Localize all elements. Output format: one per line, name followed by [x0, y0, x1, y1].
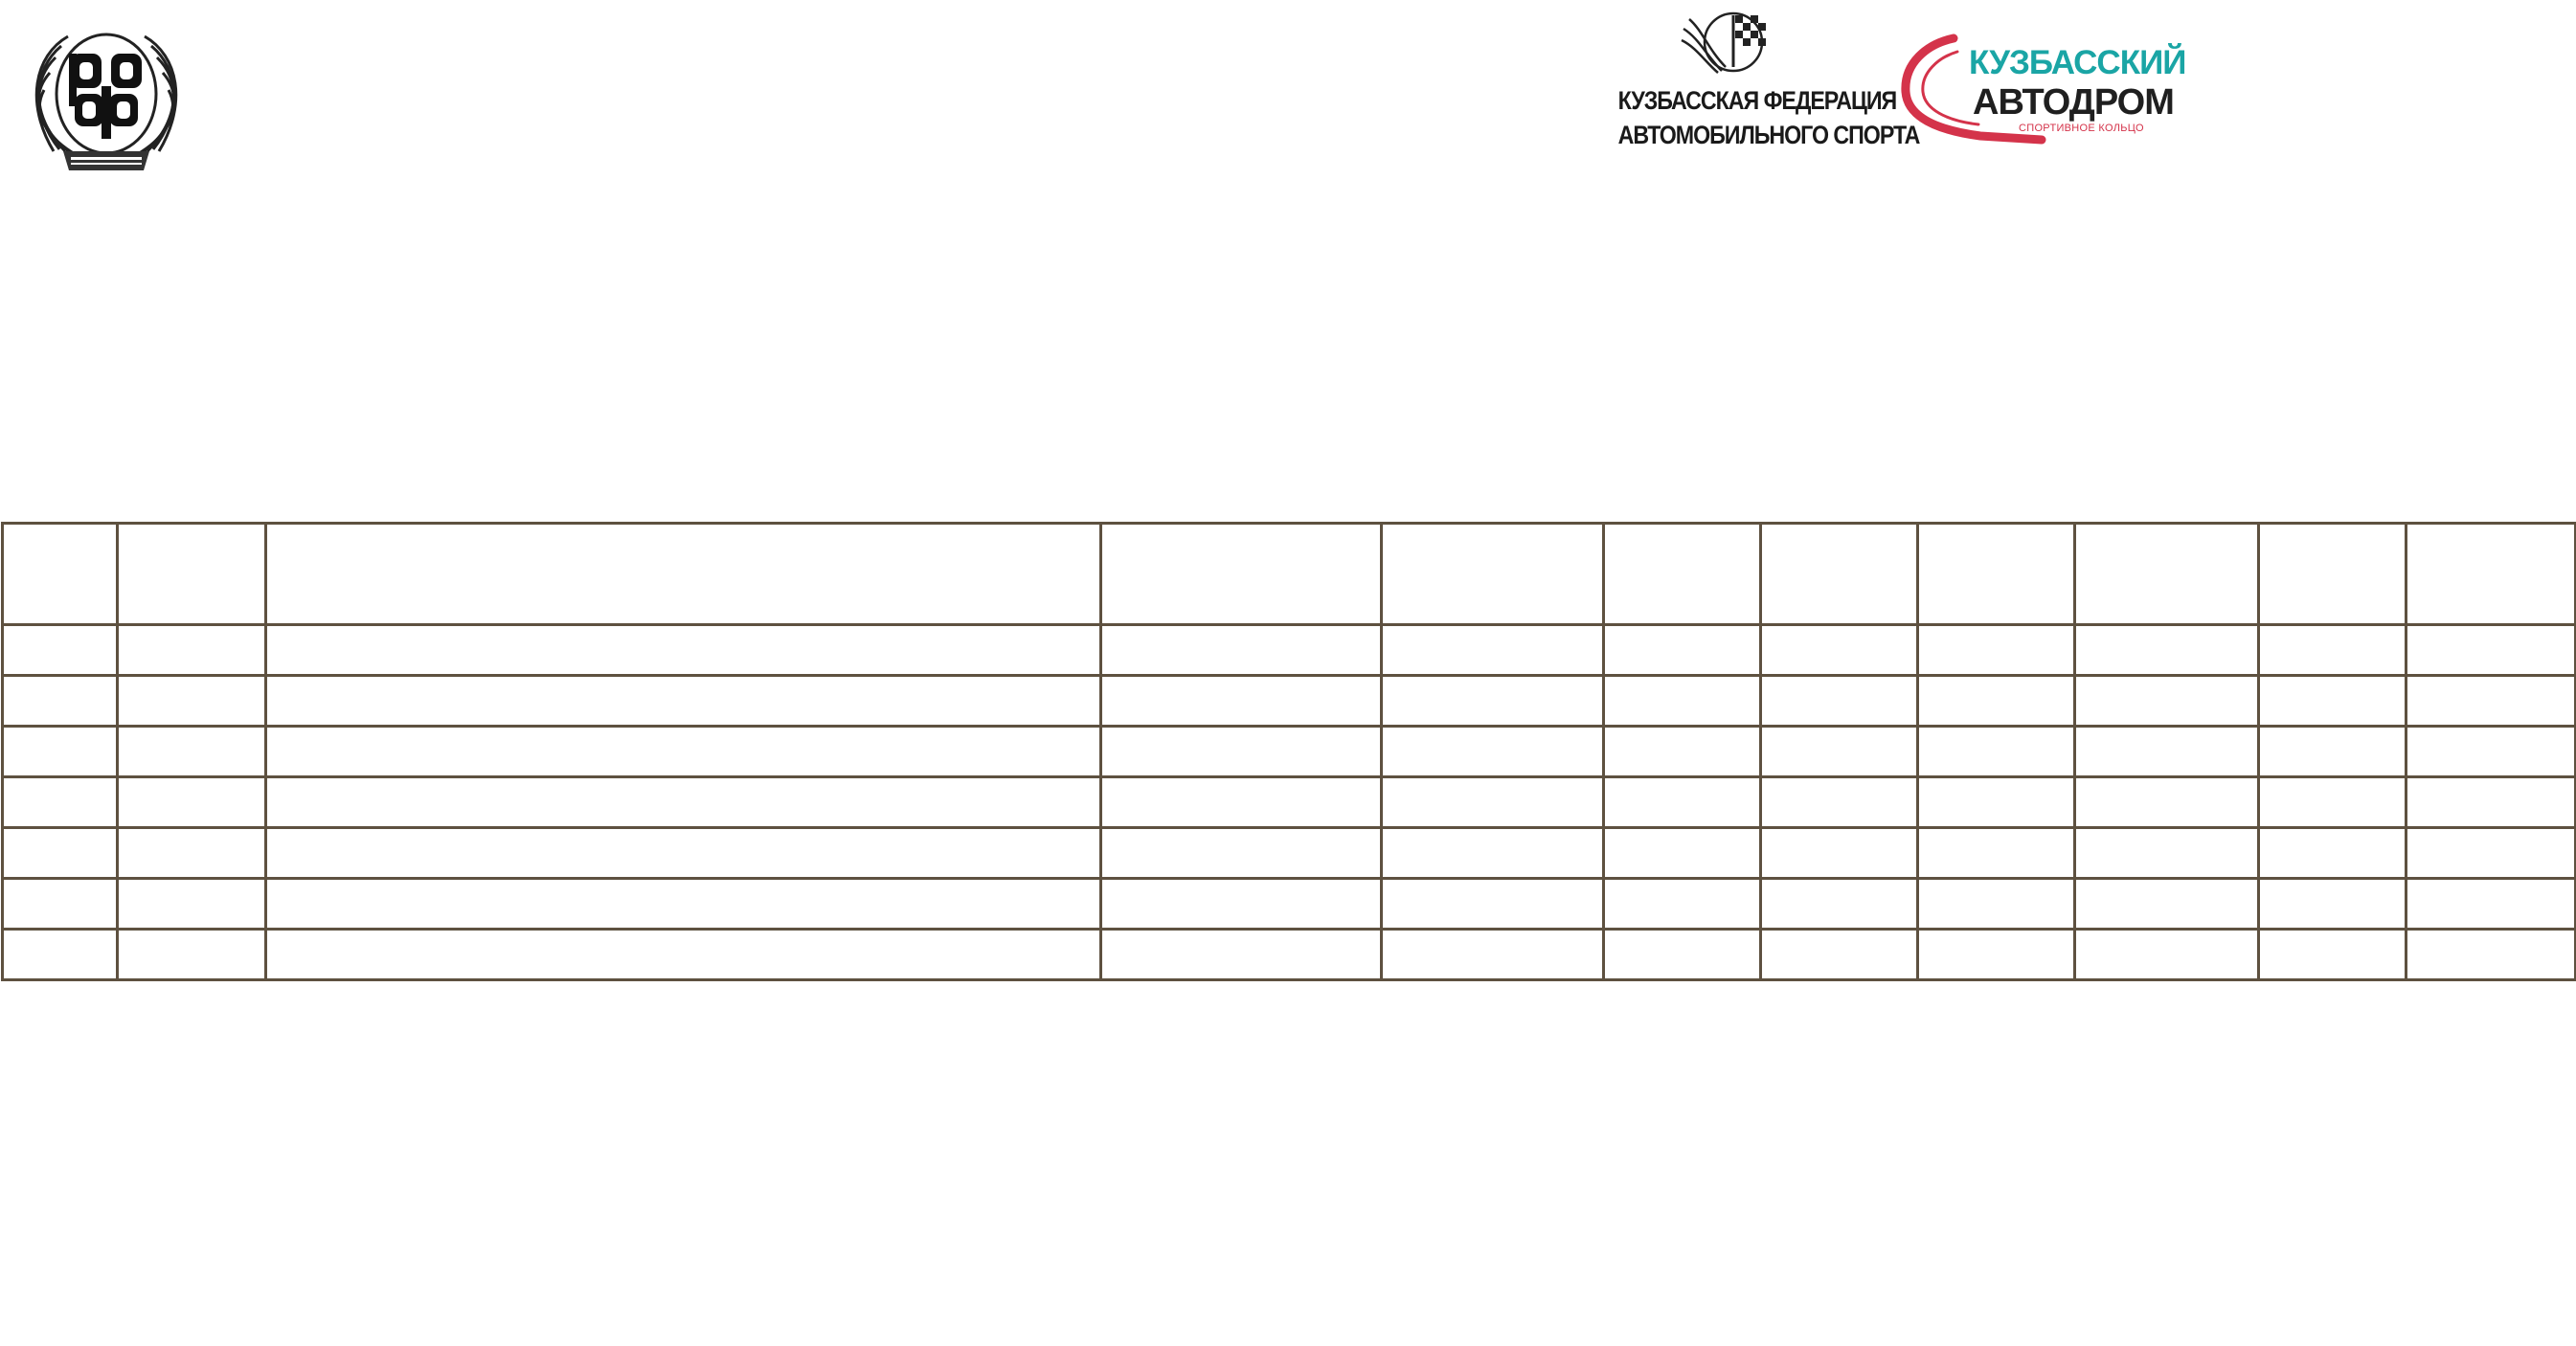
- table-cell: [1382, 625, 1604, 676]
- table-cell: [2075, 777, 2259, 828]
- table-header-cell: [1101, 524, 1382, 625]
- results-table: [1, 522, 2576, 981]
- table-row: [3, 676, 2576, 727]
- table-cell: [1382, 727, 1604, 777]
- table-cell: [1101, 828, 1382, 879]
- table-body: [3, 625, 2576, 980]
- table-header-cell: [3, 524, 118, 625]
- table-header-cell: [1382, 524, 1604, 625]
- table-header-row: [3, 524, 2576, 625]
- table-header-cell: [1761, 524, 1918, 625]
- table-cell: [118, 777, 266, 828]
- table-cell: [2075, 625, 2259, 676]
- table-cell: [3, 727, 118, 777]
- table-cell: [1382, 930, 1604, 980]
- table-cell: [3, 625, 118, 676]
- table-cell: [118, 930, 266, 980]
- table-cell: [2407, 625, 2576, 676]
- table-cell: [3, 676, 118, 727]
- table-cell: [2259, 727, 2407, 777]
- table-cell: [1918, 625, 2075, 676]
- table-row: [3, 879, 2576, 930]
- table-row: [3, 777, 2576, 828]
- table-header-cell: [1918, 524, 2075, 625]
- table-cell: [2075, 727, 2259, 777]
- table-cell: [1101, 625, 1382, 676]
- table-cell: [1761, 930, 1918, 980]
- table-header-cell: [2075, 524, 2259, 625]
- checkered-flag-wings-icon: [1680, 6, 1787, 79]
- table-cell: [2407, 727, 2576, 777]
- table-cell: [2075, 930, 2259, 980]
- table-cell: [1918, 930, 2075, 980]
- kuzbass-autodrom-logo: [1898, 31, 2186, 147]
- table-cell: [1918, 828, 2075, 879]
- table-cell: [2407, 879, 2576, 930]
- table-cell: [2259, 879, 2407, 930]
- table-cell: [1918, 727, 2075, 777]
- table-cell: [1382, 879, 1604, 930]
- table-cell: [3, 930, 118, 980]
- table-cell: [2259, 676, 2407, 727]
- table-cell: [118, 676, 266, 727]
- table-cell: [2075, 828, 2259, 879]
- table-cell: [1761, 879, 1918, 930]
- table-cell: [2259, 828, 2407, 879]
- table-cell: [1918, 879, 2075, 930]
- table-cell: [3, 828, 118, 879]
- table-header-cell: [2259, 524, 2407, 625]
- federation-name-line1: КУЗБАССКАЯ ФЕДЕРАЦИЯ: [1617, 86, 1897, 115]
- autodrom-name-line2: АВТОДРОМ: [1973, 82, 2174, 123]
- table-cell: [2407, 828, 2576, 879]
- table-cell: [1382, 676, 1604, 727]
- table-cell: [2075, 676, 2259, 727]
- table-cell: [266, 727, 1101, 777]
- table-cell: [1604, 727, 1761, 777]
- table-cell: [1604, 879, 1761, 930]
- table-cell: [1761, 777, 1918, 828]
- table-cell: [266, 625, 1101, 676]
- raf-logo: [15, 17, 197, 178]
- table-cell: [1761, 727, 1918, 777]
- table-cell: [1604, 676, 1761, 727]
- table-cell: [2075, 879, 2259, 930]
- raf-emblem-icon: [15, 17, 197, 178]
- table-cell: [3, 777, 118, 828]
- table-cell: [266, 777, 1101, 828]
- table-cell: [266, 879, 1101, 930]
- table-row: [3, 930, 2576, 980]
- table-cell: [1101, 676, 1382, 727]
- table-cell: [266, 828, 1101, 879]
- table-header-cell: [118, 524, 266, 625]
- table-row: [3, 828, 2576, 879]
- table-header-cell: [1604, 524, 1761, 625]
- table-cell: [2407, 676, 2576, 727]
- table-cell: [1918, 676, 2075, 727]
- table-cell: [3, 879, 118, 930]
- table-cell: [1604, 777, 1761, 828]
- table-row: [3, 625, 2576, 676]
- table-cell: [1761, 828, 1918, 879]
- table-cell: [2407, 777, 2576, 828]
- table-cell: [1761, 676, 1918, 727]
- table-cell: [2259, 777, 2407, 828]
- table-cell: [266, 930, 1101, 980]
- federation-name-line2: АВТОМОБИЛЬНОГО СПОРТА: [1617, 121, 1920, 149]
- table-cell: [1101, 727, 1382, 777]
- table-cell: [1382, 777, 1604, 828]
- table-header-cell: [2407, 524, 2576, 625]
- table-cell: [1101, 930, 1382, 980]
- table-cell: [1101, 879, 1382, 930]
- table-cell: [1101, 777, 1382, 828]
- table-cell: [118, 625, 266, 676]
- table-cell: [1604, 930, 1761, 980]
- table-cell: [1604, 828, 1761, 879]
- kuzbass-federation-logo: [1599, 6, 1920, 151]
- table-cell: [2259, 930, 2407, 980]
- table-cell: [266, 676, 1101, 727]
- table-header-cell: [266, 524, 1101, 625]
- table-cell: [1382, 828, 1604, 879]
- table-cell: [118, 727, 266, 777]
- table-cell: [1761, 625, 1918, 676]
- table-cell: [1604, 625, 1761, 676]
- table-cell: [118, 879, 266, 930]
- table-cell: [118, 828, 266, 879]
- table-row: [3, 727, 2576, 777]
- autodrom-tagline: СПОРТИВНОЕ КОЛЬЦО: [2019, 123, 2144, 134]
- autodrom-name-line1: КУЗБАССКИЙ: [1969, 44, 2186, 81]
- table-cell: [2259, 625, 2407, 676]
- table-cell: [1918, 777, 2075, 828]
- table-cell: [2407, 930, 2576, 980]
